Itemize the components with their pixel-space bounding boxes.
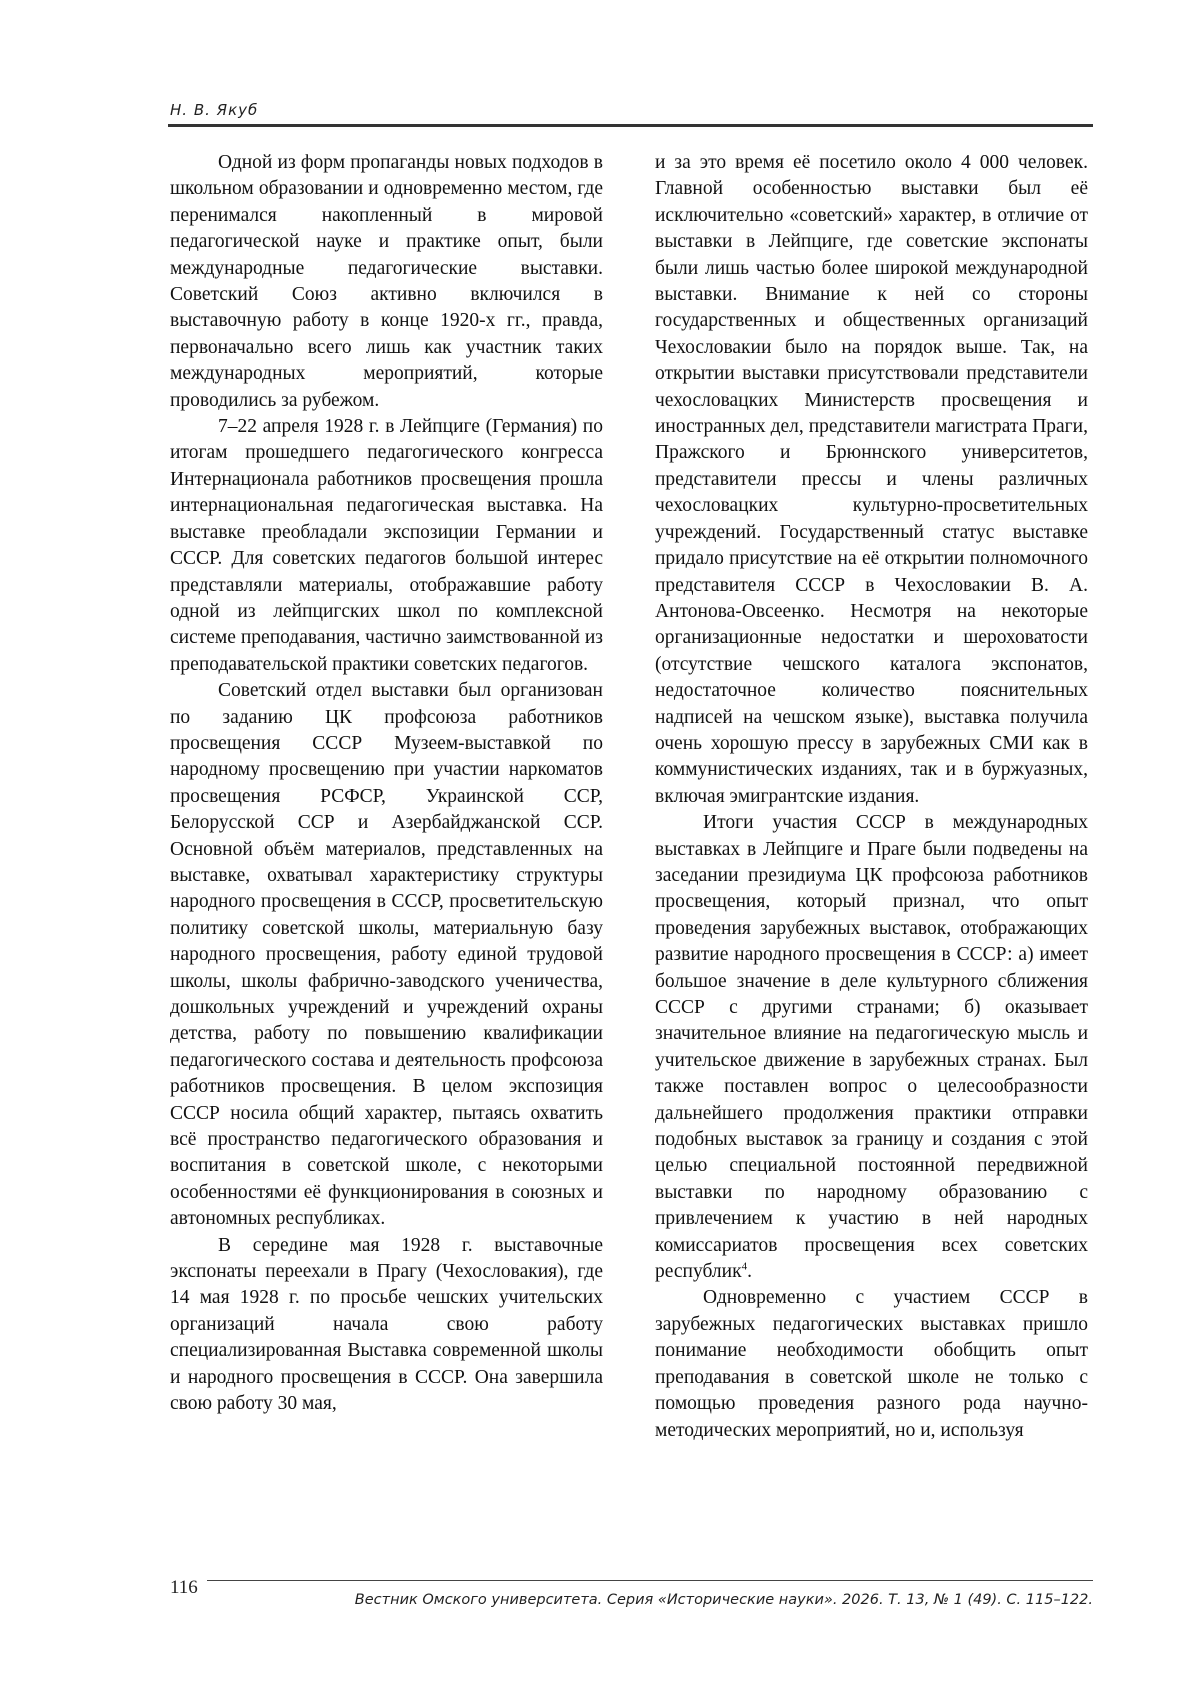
paragraph-end: .	[747, 1261, 752, 1283]
text-column-right	[655, 150, 1088, 1444]
footnote-marker[interactable]: 4	[741, 1260, 748, 1273]
paragraph: В середине мая 1928 г. выставочные экспонаты переехали в Прагу (Чехословакия), где 14 мая 1928 г. по просьбе чешских учительских организаций начала свою работу специализированная Выставка современной школы и народного просвещения в СССР. Она завершила свою работу 30 мая,	[170, 1234, 603, 1415]
paragraph	[655, 810, 1088, 1285]
paragraph: и за это время её посетило около 4 000 человек. Главной особенностью выставки был её исключительно «советский» характер, в отличие от выставки в Лейпциге, где советские экспонаты были лишь частью более широкой международной выставки. Внимание к ней со стороны государственных и общественных организаций Чехословакии было на порядок выше. Так, на открытии выставки присутствовали представители чехословацких Министерств просвещения и иностранных дел, представители магистрата Праги, Пражского и Брюннского университетов, представители прессы и члены различных чехословацких культурно-просветительных учреждений. Государственный статус выставке придало присутствие на её открытии полномочного представителя СССР в Чехословакии В. А. Антонова-Овсеенко. Несмотря на некоторые организационные недостатки и шероховатости (отсутствие чешского каталога экспонатов, недостаточное количество пояснительных надписей на чешском языке), выставка получила очень хорошую прессу в зарубежных СМИ как в коммунистических изданиях, так и в буржуазных, включая эмигрантские издания.	[655, 152, 1088, 807]
journal-citation: Вестник Омского университета. Серия «Исторические науки». 2026. Т. 13, № 1 (49). С. 115–122.	[354, 1592, 1093, 1608]
header-divider	[168, 124, 1093, 127]
paragraph: Советский отдел выставки был организован по заданию ЦК профсоюза работников просвещения СССР Музеем-выставкой по народному просвещению при участии наркоматов просвещения РСФСР, Украинской ССР, Белорусской ССР и Азербайджанской ССР. Основной объём материалов, представленных на выставке, охватывал характеристику структуры народного просвещения в СССР, просветительскую политику советской школы, материальную базу народного просвещения, работу единой трудовой школы, школы фабрично-заводского ученичества, дошкольных учреждений и учреждений охраны детства, работу по повышению квалификации педагогического состава и деятельность профсоюза работников просвещения. В целом экспозиция СССР носила общий характер, пытаясь охватить всё пространство педагогического образования и воспитания в советской школе, с некоторыми особенностями её функционирования в союзных и автономных республиках.	[170, 680, 603, 1230]
text-column-left	[170, 150, 603, 1418]
running-header-author: Н. В. Якуб	[170, 101, 259, 119]
paragraph: 7–22 апреля 1928 г. в Лейпциге (Германия) по итогам прошедшего педагогического конгресса Интернационала работников просвещения прошла интернациональная педагогическая выставка. На выставке преобладали экспозиции Германии и СССР. Для советских педагогов большой интерес представляли материалы, отображавшие работу одной из лейпцигских школ по комплексной системе преподавания, частично заимствованной из преподавательской практики советских педагогов.	[170, 416, 603, 675]
footer-divider	[207, 1580, 1093, 1581]
page-number: 116	[170, 1577, 198, 1598]
paragraph: Одной из форм пропаганды новых подходов в школьном образовании и одновременно местом, где перенимался накопленный в мировой педагогической науке и практике опыт, были международные педагогические выставки. Советский Союз активно включился в выставочную работу в конце 1920-х гг., правда, первоначально всего лишь как участник таких международных мероприятий, которые проводились за рубежом.	[170, 152, 603, 411]
paragraph-text: Итоги участия СССР в международных выставках в Лейпциге и Праге были подведены на заседании президиума ЦК профсоюза работников просвещения, который признал, что опыт проведения зарубежных выставок, отображающих развитие народного просвещения в СССР: а) имеет большое значение в деле культурного сближения СССР с другими странами; б) оказывает значительное влияние на педагогическую мысль и учительское движение в зарубежных странах. Был также поставлен вопрос о целесообразности дальнейшего продолжения практики отправки подобных выставок за границу и создания с этой целью специальной постоянной передвижной выставки по народному образованию с привлечением к участию в ней народных комиссариатов просвещения всех советских республик	[655, 812, 1088, 1283]
paragraph: Одновременно с участием СССР в зарубежных педагогических выставках пришло понимание необходимости обобщить опыт преподавания в советской школе не только с помощью проведения разного рода научно-методических мероприятий, но и, используя	[655, 1287, 1088, 1441]
